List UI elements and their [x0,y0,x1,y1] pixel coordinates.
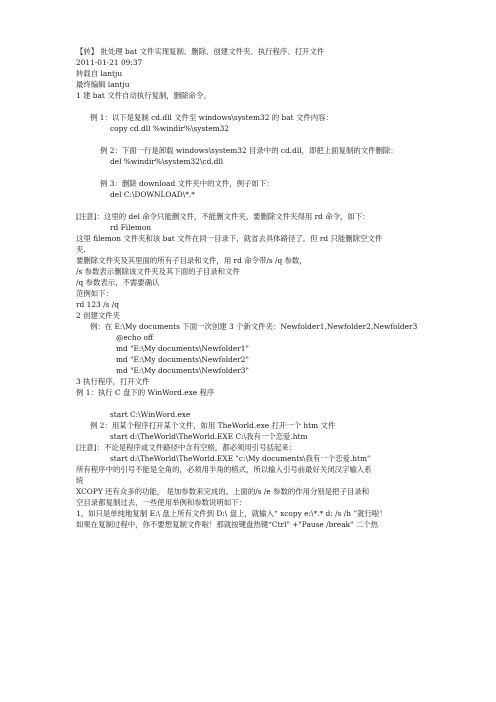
section-1-heading: 1 建 bat 文件自动执行复制，删除命令。 [76,91,211,100]
section-3-command-1: start C:\WinWord.exe [110,410,191,419]
spacer [76,134,422,145]
section-2-command-2: md "E:\My documents\Newfolder1" [116,344,249,353]
spacer [76,398,422,409]
paragraph-7b: 统 [76,476,84,485]
paragraph-4: /q 参数表示，不需要确认 [76,278,160,287]
example-1: 例 1：以下是复制 cd.dll 文件至 windows\system32 的 bat 文件内容： [90,113,333,122]
section-3-example-1: 例 1：执行 C 盘下的 WinWord.exe 程序 [76,388,215,397]
example-3-command: del C:\DOWNLOAD\*.* [110,190,195,199]
section-2-command-4: md "E:\My documents\Newfolder3" [116,366,249,375]
section-2-heading: 2 创建文件夹 [76,311,121,320]
note-1-command: rd Filemon [110,223,152,232]
example-1-command: copy cd.dll %windir%\system32 [110,124,230,133]
paragraph-1b: 夹. [76,245,86,254]
doc-title: 【转】 批处理 bat 文件实现复制、删除、创建文件夹、执行程序、打开文件 [76,47,325,56]
doc-editor: 最终编辑 lantju [76,80,130,89]
note-2: [注意]：不论是程序或文件路径中含有空格，都必须用引号括起来： [76,443,297,452]
section-3-heading: 3 执行程序，打开文件 [76,377,150,386]
section-2-example: 例：在 E:\My documents 下面一次创建 3 个新文件夹：Newfolder1,Newfolder2,Newfolder3 [90,322,418,331]
section-2-command-3: md "E:\My documents\Newfolder2" [116,355,249,364]
section-3-example-2: 例 2：用某个程序打开某个文件，如用 TheWorld.exe 打开一个 htm 文件 [90,421,336,430]
document-body [76,46,422,530]
section-2-command-1: @echo off [116,333,154,342]
example-2: 例 2：下面一行是卸载 windows\system32 目录中的 cd.dll，即把上面复制的文件删除： [100,146,398,155]
doc-source: 转载自 lantju [76,69,123,78]
paragraph-3: /s 参数表示删除该文件夹及其下面的子目录和文件 [76,267,240,276]
section-3-command-2: start d:\TheWorld\TheWorld.EXE C:\我有一个恋爱.htm [110,432,308,441]
paragraph-7a: 所有程序中的引号不能是全角的，必须用半角的格式，所以输入引号前最好关闭汉字输入系 [76,465,372,474]
paragraph-2: 要删除文件夹及其里面的所有子目录和文件，用 rd 命令带/s /q 参数， [76,256,307,265]
example-2-command: del %windir%\system32\cd.dll [110,157,224,166]
spacer [76,200,422,211]
paragraph-8b: 空目录都复制过去，一些使用举例和参数说明如下： [76,498,246,507]
paragraph-1a: 这里 filemon 文件夹和该 bat 文件在同一目录下，就省去具体路径了。但 rd 只能删除空文件 [76,234,383,243]
paragraph-8a: XCOPY 还有众多的功能， 是加参数来完成的。上面的/s /e 参数的作用分别是把子目录和 [76,487,370,496]
paragraph-6: rd 123 /s /q [76,300,119,309]
spacer [76,101,422,112]
paragraph-9a: 1、如只是单纯地复制 E:\ 盘上所有文件到 D:\ 盘上，就输入“ xcopy e:\*.* d: /s /h ”就行啦！ [76,509,387,518]
note-1: [注意]：这里的 del 命令只能删文件，不能删文件夹。要删除文件夹得用 rd 命令，如下： [76,212,370,221]
spacer [76,167,422,178]
paragraph-9b: 如果在复制过程中，你不要想复制文件啦！那就按键盘热键“Ctrl" +"Pause /break" 二个热 [76,520,379,529]
doc-date: 2011-01-21 09:37 [76,58,143,67]
example-3: 例 3：删除 download 文件夹中的文件，例子如下： [100,179,274,188]
paragraph-5: 范例如下： [76,289,113,298]
note-2-command: start d:\TheWorld\TheWorld.EXE "c:\My documents\我有一个恋爱.htm" [110,454,371,463]
